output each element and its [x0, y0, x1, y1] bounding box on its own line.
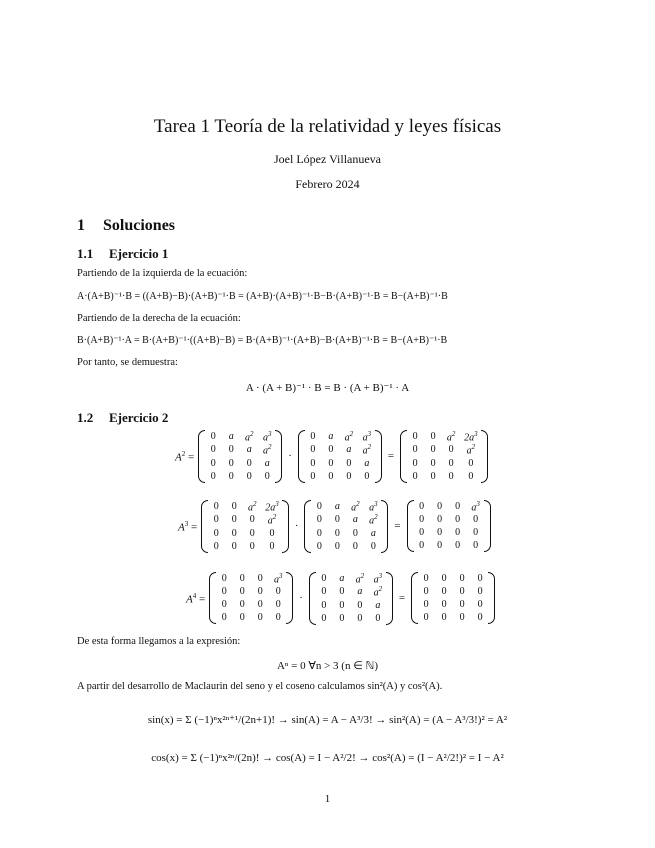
- matrix-label: $A^2$ =: [175, 449, 195, 464]
- author: Joel López Villanueva: [273, 152, 382, 166]
- matrix-equation-a2: $A^2$ = 0 a $a^2$ $a^3$ 0 0 a $a^2$ 0 0 0 a 0 0 0 0 · 0 a $a^2$ $a^3$ 0 0 a $a^2$ 0 0 0 a 0 0 0 0 = 0 0 $a^2$ $2a^3$ 0 0 0 $a^2$ 0 0 0 0 0 0 0 0: [175, 430, 488, 483]
- matrix-label: $A^4$ =: [186, 591, 206, 606]
- paragraph-maclaurin: A partir del desarrollo de Maclaurin del seno y el coseno calculamos sin²(A) y cos²(A).: [77, 681, 443, 692]
- matrix-equation-a3: $A^3$ = 0 0 $a^2$ $2a^3$ 0 0 0 $a^2$ 0 0 0 0 0 0 0 0 · 0 a $a^2$ $a^3$ 0 0 a $a^2$ 0 0 0 a 0 0 0 0 = 0 0 0 $a^3$ 0 0 0 0 0 0 0 0 0 0 0 0: [178, 500, 491, 553]
- equation-result: A · (A + B)⁻¹ · B = B · (A + B)⁻¹ · A: [245, 382, 410, 394]
- section-number: 1: [77, 217, 85, 234]
- subsection-title: Ejercicio 1: [109, 246, 169, 261]
- matrix: 0 0 $a^2$ $2a^3$ 0 0 0 $a^2$ 0 0 0 0 0 0 0 0: [400, 430, 488, 483]
- subsection-number: 1.2: [77, 410, 94, 425]
- equation-sine: sin(x) = Σ (−1)ⁿx²ⁿ⁺¹/(2n+1)! → sin(A) = A − A³/3! → sin²(A) = (A − A³/3!)² = A²: [147, 714, 508, 726]
- equation-cosine: cos(x) = Σ (−1)ⁿx²ⁿ/(2n)! → cos(A) = I − A²/2! → cos²(A) = (I − A²/2!)² = I − A²: [151, 752, 504, 764]
- paragraph-conclusion: Por tanto, se demuestra:: [77, 357, 178, 368]
- paragraph-right-side: Partiendo de la derecha de la ecuación:: [77, 313, 241, 324]
- matrix: 0 0 0 0 0 0 0 0 0 0 0 0 0 0 0 0: [411, 572, 495, 624]
- paragraph-expression: De esta forma llegamos a la expresión:: [77, 636, 241, 647]
- paragraph-left-side: Partiendo de la izquierda de la ecuación:: [77, 268, 248, 279]
- matrix: 0 0 $a^2$ $2a^3$ 0 0 0 $a^2$ 0 0 0 0 0 0 0 0: [201, 500, 289, 553]
- subsection-heading-1: [77, 246, 168, 262]
- matrix-equation-a4: $A^4$ = 0 0 0 $a^3$ 0 0 0 0 0 0 0 0 0 0 0 0 · 0 a $a^2$ $a^3$ 0 0 a $a^2$ 0 0 0 a 0 0 0 0 = 0 0 0 0 0 0 0 0 0 0 0 0 0 0 0 0: [186, 572, 495, 625]
- subsection-title: Ejercicio 2: [109, 410, 169, 425]
- matrix: 0 a $a^2$ $a^3$ 0 0 a $a^2$ 0 0 0 a 0 0 0 0: [309, 572, 393, 625]
- matrix: 0 a $a^2$ $a^3$ 0 0 a $a^2$ 0 0 0 a 0 0 0 0: [298, 430, 382, 483]
- matrix: 0 0 0 $a^3$ 0 0 0 0 0 0 0 0 0 0 0 0: [209, 572, 293, 624]
- date: Febrero 2024: [295, 177, 360, 191]
- section-title: Soluciones: [103, 217, 176, 234]
- matrix-label: $A^3$ =: [178, 519, 198, 534]
- subsection-heading-2: [77, 410, 168, 426]
- document-title: Tarea 1 Teoría de la relatividad y leyes físicas: [153, 116, 502, 137]
- matrix: 0 a $a^2$ $a^3$ 0 0 a $a^2$ 0 0 0 a 0 0 0 0: [304, 500, 388, 553]
- section-heading: [77, 217, 175, 235]
- equation-left-side: A·(A+B)⁻¹·B = ((A+B)−B)·(A+B)⁻¹·B = (A+B)·(A+B)⁻¹·B−B·(A+B)⁻¹·B = B−(A+B)⁻¹·B: [77, 291, 448, 302]
- page-number: 1: [324, 793, 331, 805]
- subsection-number: 1.1: [77, 246, 94, 261]
- matrix: 0 a $a^2$ $a^3$ 0 0 a $a^2$ 0 0 0 a 0 0 0 0: [198, 430, 282, 483]
- matrix: 0 0 0 $a^3$ 0 0 0 0 0 0 0 0 0 0 0 0: [407, 500, 491, 552]
- equation-nilpotent: Aⁿ = 0 ∀n > 3 (n ∈ ℕ): [276, 660, 379, 672]
- equation-right-side: B·(A+B)⁻¹·A = B·(A+B)⁻¹·((A+B)−B) = B·(A+B)⁻¹·(A+B)−B·(A+B)⁻¹·B = B−(A+B)⁻¹·B: [77, 335, 448, 346]
